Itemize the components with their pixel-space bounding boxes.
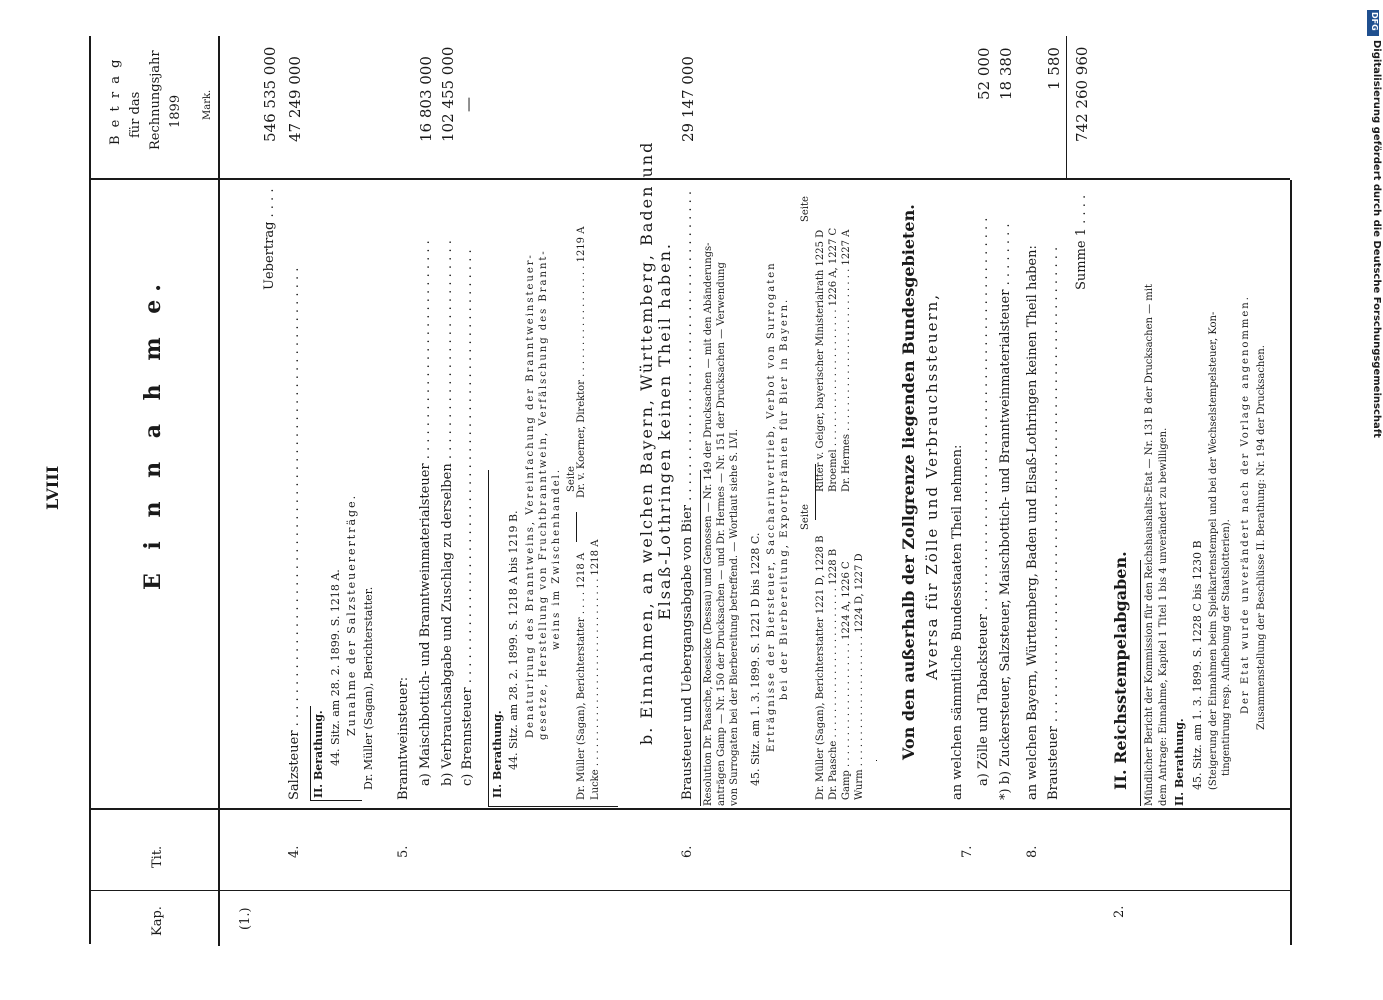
dfg-logo-text: DFG [1370, 12, 1379, 31]
zoelle-amount: 52 000 [975, 47, 993, 100]
resolution-text: von Surrogaten bei der Bierbereitung betreffend. — Wortlaut siehe S. LVI. [729, 428, 740, 806]
page-number: LVIII [43, 465, 62, 510]
section-bundes-intro: an welchen sämmtliche Bundesstaaten Theil nehmen: [950, 444, 965, 800]
brenn-amount: — [459, 97, 477, 112]
salzsteuer-label: Salzsteuer . . . . . . . . . . . . . . . . . . . . . . . . . . . . . . . . . . . . . . . . . . . . . . . . . . . . . . . . [287, 267, 302, 800]
header-betrag: B e t r a g [108, 57, 123, 145]
reichsstempel-title: II. Reichsstempelabgaben. [1111, 551, 1130, 790]
seite-label: Seite [566, 466, 577, 492]
speaker: Dr. Müller (Sagan), Berichterstatter 1221 D, 1228 B [815, 535, 826, 800]
maisch-amount: 16 803 000 [417, 56, 435, 142]
note-bracket [310, 706, 311, 800]
note-summary: Erträgnisse der Biersteuer, Saccharinvertrieb, Verbot von Surrogaten [766, 261, 777, 752]
header-mark: Mark. [202, 89, 213, 120]
uebertrag-label: Uebertrag . . . . [262, 188, 277, 290]
header-kap: Kap. [150, 906, 165, 936]
brausteuer-8-amount: 1 580 [1045, 47, 1063, 90]
note-berathung: II. Berathung. [1173, 718, 1186, 806]
note-summary: Zunahme der Salzsteuererträge. [345, 493, 358, 736]
maisch-label: a) Maischbottich- und Branntweinmaterialsteuer . . . . . . . . . . . . . . . . . . . . . . . . . . . [418, 240, 433, 786]
resolution-text: Resolution Dr. Paasche, Roesicke (Dessau) und Genossen — Nr. 149 der Drucksachen — mit den Abänderungs- [703, 242, 714, 806]
speaker: Broemel . . . . . . . . . . . . . . . . . . . . . . 1226 A, 1227 C [828, 227, 839, 492]
note-bracket [1140, 560, 1141, 806]
table-bottom-border [1290, 180, 1292, 945]
header-tit: Tit. [150, 845, 165, 868]
speaker: Dr. Paasche . . . . . . . . . . . . . . . . . . . . . . . . 1228 B [828, 548, 839, 800]
kap-column-rule [89, 890, 1290, 891]
summe-amount: 742 260 960 [1073, 46, 1091, 142]
seite-label: Seite [800, 504, 811, 530]
brausteuer-amount: 29 147 000 [679, 56, 697, 142]
summe-label: Summe 1 . . . . [1074, 194, 1089, 290]
note-summary: Denaturirung des Branntweins, Vereinfachung der Branntweinsteuer- [525, 253, 536, 738]
note-detail: (Steigerung der Einnahmen beim Spielkartenstempel und bei der Wechselstempelsteuer, Kon- [1208, 311, 1219, 790]
speaker: Ritter v. Geiger, bayerischer Ministerialrath 1225 D [815, 229, 826, 492]
zuckersteuer-label: *) b) Zuckersteuer, Salzsteuer, Maischbottich- und Branntweinmaterialsteuer . . . . . . . . [998, 223, 1013, 800]
verbrauch-amount: 102 455 000 [439, 46, 457, 142]
note-summary: gesetze, Herstellung von Fruchtbranntwein, Verfälschung des Brannt- [538, 249, 549, 740]
uebertrag-amount: 546 535 000 [261, 46, 279, 142]
note-bracket [488, 470, 489, 806]
spacer [876, 760, 877, 761]
bericht-text: Mündlicher Bericht der Kommission für den Reichshaushalts-Etat — Nr. 131 B der Drucksachen — mit [1144, 283, 1155, 806]
header-year: 1899 [168, 94, 183, 128]
zoelle-label: a) Zölle und Tabacksteuer . . . . . . . . . . . . . . . . . . . . . . . . . . . . . . . . . . . . . . . . . . . . . . . . [976, 217, 991, 786]
brenn-label: c) Brennsteuer . . . . . . . . . . . . . . . . . . . . . . . . . . . . . . . . . . . . . . . . . . . . . . . . . . . . . [460, 249, 475, 786]
note-bracket [700, 470, 701, 806]
section-b-title: b. Einnahmen, an welchen Bayern, Württemberg, Baden und [637, 140, 656, 745]
resolution-text: anträgen Gamp — Nr. 150 der Drucksachen — und Dr. Hermes — Nr. 151 der Drucksachen — Verwendung [716, 262, 727, 806]
note-sitzung: 44. Sitz. am 28. 2. 1899. S. 1218 A bis 1219 B. [507, 510, 520, 770]
note-detail: tingentirung resp. Aufhebung der Staatslotterien). [1221, 519, 1232, 776]
amount-column-rule [89, 178, 1290, 180]
salzsteuer-amount: 47 249 000 [286, 56, 304, 142]
section-bundes-subtitle: Aversa für Zölle und Verbrauchssteuern, [923, 292, 941, 680]
section-bundes-title: Von den außerhalb der Zollgrenze liegenden Bundesgebieten. [899, 204, 918, 760]
note-summary: weins im Zwischenhandel. [551, 467, 562, 650]
speaker: Dr. Hermes . . . . . . . . . . . . . . . . . . . . . . . . . . 1227 A [841, 229, 852, 492]
note-bracket-foot [310, 800, 362, 801]
zuckersteuer-amount: 18 380 [997, 47, 1015, 100]
tit-7: 7. [960, 845, 975, 858]
header-rechnungsjahr: Rechnungsjahr [148, 50, 163, 150]
header-einnahme: E i n n a h m e. [140, 276, 166, 590]
note-berathung: II. Berathung. [312, 710, 325, 798]
note-sitzung: 44. Sitz. am 28. 2. 1899. S. 1218 A. [329, 569, 342, 766]
brausteuer-8-label: Brausteuer . . . . . . . . . . . . . . . . . . . . . . . . . . . . . . . . . . . . . . . . . . . . . . . . . . . . . . . . . . [1046, 246, 1061, 800]
note-speaker: Dr. Müller (Sagan), Berichterstatter. [362, 586, 375, 790]
verbrauch-label: b) Verbrauchsabgabe und Zuschlag zu derselben . . . . . . . . . . . . . . . . . . . . . . . . . . . [440, 240, 455, 786]
note-sitzung: 45. Sitz. am 1. 3. 1899. S. 1221 D bis 1228 C. [749, 532, 762, 786]
tit-column-rule [89, 808, 1290, 810]
dfg-watermark: Digitalisierung gefördert durch die Deutsche Forschungsgemeinschaft [1371, 40, 1382, 438]
bericht-text: dem Antrage: Einnahme, Kapitel 1 Titel 1 bis 4 unverändert zu bewilligen. [1158, 427, 1169, 806]
brausteuer-label: Brausteuer und Uebergangsabgabe von Bier . . . . . . . . . . . . . . . . . . . . . . . . . . . . . . . . . . . . . . [680, 190, 695, 800]
seite-label: Seite [800, 196, 811, 222]
note-berathung: II. Berathung. [491, 710, 504, 798]
kap-2: 2. [1112, 905, 1127, 918]
tit-4: 4. [287, 845, 302, 858]
section-b-subtitle: Elsaß-Lothringen keinen Theil haben. [655, 242, 674, 620]
speaker: Dr. v. Koerner, Direktor . . . . . . . . . . . . . . . . . . 1219 A [576, 226, 587, 498]
kap-1: (1.) [238, 907, 253, 930]
note-detail: Zusammenstellung der Beschlüsse II. Berathung: Nr. 194 der Drucksachen. [1256, 345, 1267, 730]
column-divider [576, 512, 577, 542]
summe-rule [1066, 36, 1067, 180]
tit-6: 6. [680, 845, 695, 858]
note-sitzung: 45. Sitz. am 1. 3. 1899. S. 1228 C bis 1230 B [1191, 540, 1204, 790]
tit-5: 5. [396, 845, 411, 858]
speaker: Dr. Müller (Sagan), Berichterstatter . . . . 1218 A [576, 552, 587, 800]
note-detail: Der Etat wurde unverändert nach der Vorlage angenommen. [1240, 295, 1251, 714]
note-bracket-foot [488, 806, 618, 807]
speaker: Wurm . . . . . . . . . . . . . . . . . . . . . 1224 D, 1227 D [854, 553, 865, 800]
header-fuer-das: für das [128, 91, 143, 138]
dfg-logo [1367, 10, 1379, 36]
branntwein-label: Branntweinsteuer: [396, 676, 411, 800]
speaker: Lucke . . . . . . . . . . . . . . . . . . . . . . . . . . . . . . 1218 A [590, 539, 601, 800]
speaker: Gamp . . . . . . . . . . . . . . . . . . . . 1224 A, 1226 C [841, 561, 852, 800]
tit-8-intro: an welchen Bayern, Württemberg, Baden und Elsaß-Lothringen keinen Theil haben: [1025, 245, 1040, 800]
note-summary: bei der Bierbereitung, Exportprämien für Bier in Bayern. [779, 297, 790, 700]
tit-8: 8. [1025, 845, 1040, 858]
